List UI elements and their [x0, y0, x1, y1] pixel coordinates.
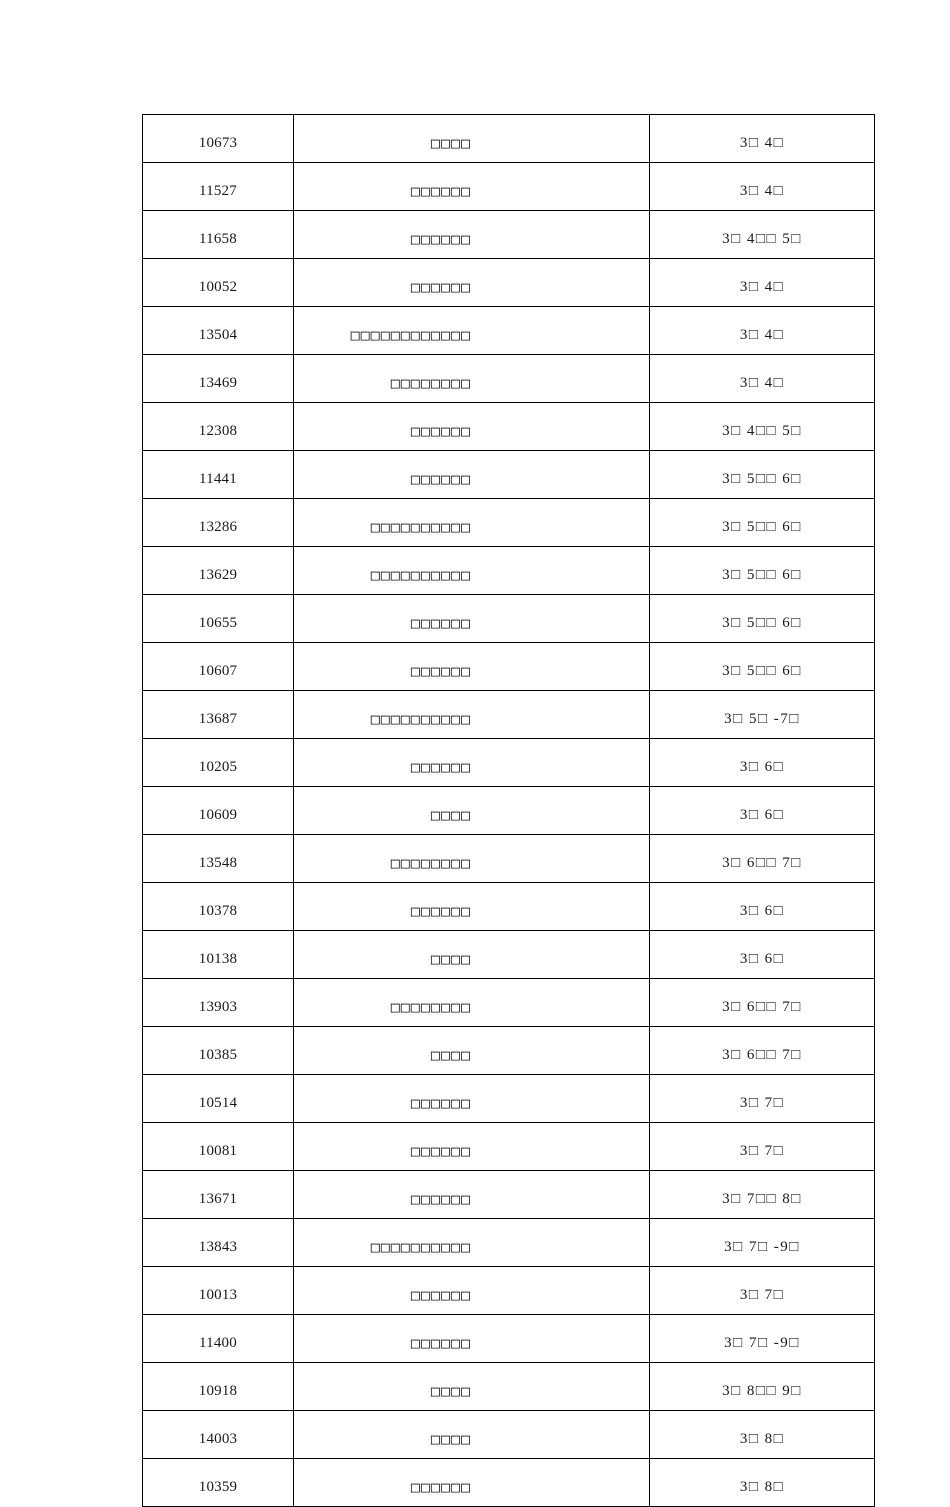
row-period: 3□ 5□□ 6□	[650, 547, 875, 595]
row-id: 10359	[143, 1459, 294, 1507]
row-name: □□□□□□	[294, 163, 650, 211]
table-row	[143, 643, 875, 691]
row-period: 3□ 7□ -9□	[650, 1219, 875, 1267]
row-name: □□□□□□	[294, 259, 650, 307]
row-id: 10655	[143, 595, 294, 643]
row-period: 3□ 4□	[650, 259, 875, 307]
row-id: 13843	[143, 1219, 294, 1267]
table-row	[143, 259, 875, 307]
row-name: □□□□□□	[294, 1315, 650, 1363]
row-id: 13629	[143, 547, 294, 595]
row-period: 3□ 5□□ 6□	[650, 499, 875, 547]
table-row	[143, 1075, 875, 1123]
row-period: 3□ 4□	[650, 115, 875, 163]
row-name: □□□□□□□□	[294, 355, 650, 403]
row-name: □□□□□□	[294, 643, 650, 691]
row-id: 10385	[143, 1027, 294, 1075]
table-row	[143, 931, 875, 979]
table-row	[143, 1171, 875, 1219]
row-id: 11527	[143, 163, 294, 211]
row-period: 3□ 8□	[650, 1411, 875, 1459]
row-name: □□□□□□	[294, 1459, 650, 1507]
row-period: 3□ 4□□ 5□	[650, 211, 875, 259]
table-row	[143, 547, 875, 595]
table-row	[143, 1123, 875, 1171]
row-name: □□□□□□□□□□□□	[294, 307, 650, 355]
row-name: □□□□	[294, 115, 650, 163]
row-name: □□□□□□	[294, 595, 650, 643]
table-row	[143, 883, 875, 931]
row-name: □□□□□□	[294, 1123, 650, 1171]
row-period: 3□ 7□	[650, 1075, 875, 1123]
row-name: □□□□	[294, 1363, 650, 1411]
row-period: 3□ 5□□ 6□	[650, 595, 875, 643]
table-row	[143, 595, 875, 643]
row-id: 10607	[143, 643, 294, 691]
table-row	[143, 451, 875, 499]
row-id: 10378	[143, 883, 294, 931]
table-row	[143, 403, 875, 451]
row-name: □□□□	[294, 1411, 650, 1459]
row-id: 10013	[143, 1267, 294, 1315]
data-table	[142, 114, 875, 1507]
row-name: □□□□□□	[294, 211, 650, 259]
row-name: □□□□□□□□	[294, 979, 650, 1027]
row-period: 3□ 5□□ 6□	[650, 451, 875, 499]
table-row	[143, 1219, 875, 1267]
row-id: 10052	[143, 259, 294, 307]
row-period: 3□ 7□	[650, 1123, 875, 1171]
row-id: 13504	[143, 307, 294, 355]
row-name: □□□□□□	[294, 451, 650, 499]
row-period: 3□ 4□	[650, 355, 875, 403]
row-period: 3□ 5□□ 6□	[650, 643, 875, 691]
row-id: 13469	[143, 355, 294, 403]
row-period: 3□ 7□ -9□	[650, 1315, 875, 1363]
table-row	[143, 499, 875, 547]
row-id: 13903	[143, 979, 294, 1027]
row-period: 3□ 4□	[650, 163, 875, 211]
row-period: 3□ 6□	[650, 739, 875, 787]
table-row	[143, 1411, 875, 1459]
row-id: 13687	[143, 691, 294, 739]
table-row	[143, 211, 875, 259]
row-period: 3□ 8□	[650, 1459, 875, 1507]
row-period: 3□ 6□	[650, 931, 875, 979]
row-id: 11658	[143, 211, 294, 259]
row-id: 12308	[143, 403, 294, 451]
row-id: 10609	[143, 787, 294, 835]
row-name: □□□□□□□□	[294, 835, 650, 883]
row-name: □□□□□□□□□□	[294, 499, 650, 547]
row-name: □□□□□□□□□□	[294, 691, 650, 739]
row-period: 3□ 6□□ 7□	[650, 979, 875, 1027]
table-row	[143, 691, 875, 739]
row-id: 10081	[143, 1123, 294, 1171]
row-period: 3□ 8□□ 9□	[650, 1363, 875, 1411]
row-id: 10918	[143, 1363, 294, 1411]
table-row	[143, 1459, 875, 1507]
row-period: 3□ 6□□ 7□	[650, 835, 875, 883]
row-period: 3□ 6□□ 7□	[650, 1027, 875, 1075]
row-name: □□□□	[294, 931, 650, 979]
row-id: 10138	[143, 931, 294, 979]
table-row	[143, 1027, 875, 1075]
table-row	[143, 1315, 875, 1363]
row-period: 3□ 4□	[650, 307, 875, 355]
table-row	[143, 307, 875, 355]
row-id: 10205	[143, 739, 294, 787]
row-name: □□□□	[294, 787, 650, 835]
row-id: 13548	[143, 835, 294, 883]
row-id: 11400	[143, 1315, 294, 1363]
row-id: 11441	[143, 451, 294, 499]
table-row	[143, 835, 875, 883]
row-period: 3□ 7□	[650, 1267, 875, 1315]
row-name: □□□□□□	[294, 1075, 650, 1123]
row-id: 10673	[143, 115, 294, 163]
row-period: 3□ 7□□ 8□	[650, 1171, 875, 1219]
row-period: 3□ 5□ -7□	[650, 691, 875, 739]
row-id: 10514	[143, 1075, 294, 1123]
row-name: □□□□□□□□□□	[294, 547, 650, 595]
row-id: 13286	[143, 499, 294, 547]
row-name: □□□□	[294, 1027, 650, 1075]
row-period: 3□ 6□	[650, 883, 875, 931]
table-row	[143, 163, 875, 211]
table-body	[143, 115, 875, 1507]
table-row	[143, 739, 875, 787]
row-name: □□□□□□	[294, 1267, 650, 1315]
row-id: 14003	[143, 1411, 294, 1459]
row-name: □□□□□□	[294, 883, 650, 931]
table-row	[143, 355, 875, 403]
row-name: □□□□□□□□□□	[294, 1219, 650, 1267]
row-id: 13671	[143, 1171, 294, 1219]
row-name: □□□□□□	[294, 1171, 650, 1219]
row-period: 3□ 6□	[650, 787, 875, 835]
row-name: □□□□□□	[294, 739, 650, 787]
row-name: □□□□□□	[294, 403, 650, 451]
row-period: 3□ 4□□ 5□	[650, 403, 875, 451]
table-row	[143, 115, 875, 163]
table-row	[143, 1363, 875, 1411]
table-row	[143, 979, 875, 1027]
table-row	[143, 1267, 875, 1315]
table-row	[143, 787, 875, 835]
